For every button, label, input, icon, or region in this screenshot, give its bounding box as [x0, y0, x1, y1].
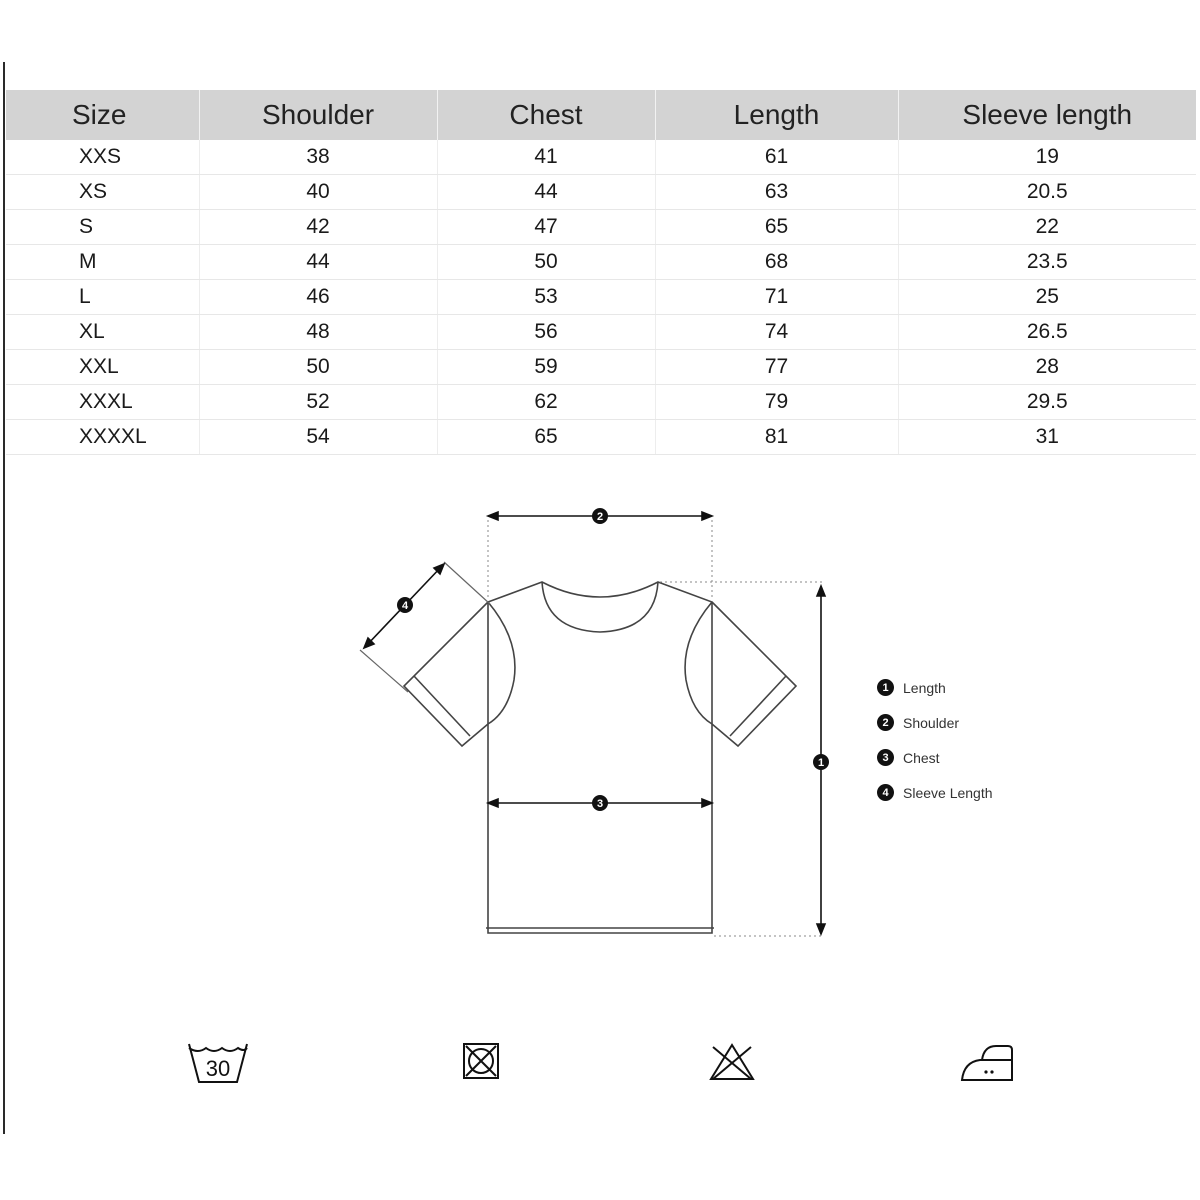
legend-item-length: [877, 670, 993, 705]
left-sleeve: [401, 600, 488, 746]
cell-size: XS: [6, 175, 199, 210]
cell-sleeve-length: 26.5: [898, 315, 1196, 350]
iron-low-heat-icon: [958, 1040, 1016, 1084]
right-armhole: [685, 602, 712, 724]
cell-shoulder: 46: [199, 280, 437, 315]
cell-size: XXS: [6, 140, 199, 175]
cell-size: L: [6, 280, 199, 315]
cell-length: 79: [655, 385, 898, 420]
cell-sleeve-length: 23.5: [898, 245, 1196, 280]
cell-chest: 50: [437, 245, 655, 280]
wash-30-icon: [186, 1040, 250, 1088]
cell-sleeve-length: 25: [898, 280, 1196, 315]
cell-length: 61: [655, 140, 898, 175]
cell-length: 71: [655, 280, 898, 315]
legend-item-sleeve-length: [877, 775, 993, 810]
legend-item-chest: [877, 740, 993, 775]
cell-length: 68: [655, 245, 898, 280]
cell-size: XXL: [6, 350, 199, 385]
marker-length: 1: [817, 757, 825, 769]
cell-chest: 53: [437, 280, 655, 315]
do-not-bleach-icon: [708, 1042, 756, 1082]
legend-item-shoulder: [877, 705, 993, 740]
cell-size: XXXXL: [6, 420, 199, 455]
cell-sleeve-length: 29.5: [898, 385, 1196, 420]
header-shoulder: Shoulder: [199, 90, 437, 140]
cell-shoulder: 48: [199, 315, 437, 350]
cell-chest: 47: [437, 210, 655, 245]
cell-chest: 56: [437, 315, 655, 350]
cell-length: 63: [655, 175, 898, 210]
marker-shoulder: 2: [596, 511, 604, 523]
cell-size: XXXL: [6, 385, 199, 420]
cell-sleeve-length: 28: [898, 350, 1196, 385]
legend-number: 2: [877, 714, 894, 731]
legend-label: Sleeve Length: [903, 784, 993, 801]
cell-shoulder: 38: [199, 140, 437, 175]
right-sleeve: [712, 602, 796, 746]
cell-sleeve-length: 19: [898, 140, 1196, 175]
legend-number: 4: [877, 784, 894, 801]
cell-chest: 59: [437, 350, 655, 385]
cell-shoulder: 40: [199, 175, 437, 210]
tshirt-outline: [488, 582, 712, 933]
cell-sleeve-length: 31: [898, 420, 1196, 455]
marker-sleeve: 4: [401, 600, 409, 612]
cell-size: S: [6, 210, 199, 245]
cell-chest: 62: [437, 385, 655, 420]
header-size: Size: [6, 90, 199, 140]
legend-number: 1: [877, 679, 894, 696]
wash-temperature: 30: [205, 1056, 231, 1081]
cell-length: 81: [655, 420, 898, 455]
header-chest: Chest: [437, 90, 655, 140]
cell-sleeve-length: 22: [898, 210, 1196, 245]
marker-chest: 3: [596, 798, 604, 810]
cell-shoulder: 52: [199, 385, 437, 420]
cell-shoulder: 44: [199, 245, 437, 280]
cell-chest: 41: [437, 140, 655, 175]
legend-label: Chest: [903, 749, 940, 766]
do-not-tumble-dry-icon: [462, 1042, 500, 1080]
cell-shoulder: 50: [199, 350, 437, 385]
legend-number: 3: [877, 749, 894, 766]
legend-label: Length: [903, 679, 946, 696]
cell-sleeve-length: 20.5: [898, 175, 1196, 210]
cell-shoulder: 54: [199, 420, 437, 455]
cell-length: 77: [655, 350, 898, 385]
left-armhole: [488, 602, 515, 724]
cell-chest: 65: [437, 420, 655, 455]
cell-length: 65: [655, 210, 898, 245]
cell-length: 74: [655, 315, 898, 350]
cell-size: XL: [6, 315, 199, 350]
cell-chest: 44: [437, 175, 655, 210]
header-length: Length: [655, 90, 898, 140]
header-sleeve-length: Sleeve length: [898, 90, 1196, 140]
legend-label: Shoulder: [903, 714, 960, 731]
measurement-legend: [877, 670, 993, 810]
cell-shoulder: 42: [199, 210, 437, 245]
cell-size: M: [6, 245, 199, 280]
